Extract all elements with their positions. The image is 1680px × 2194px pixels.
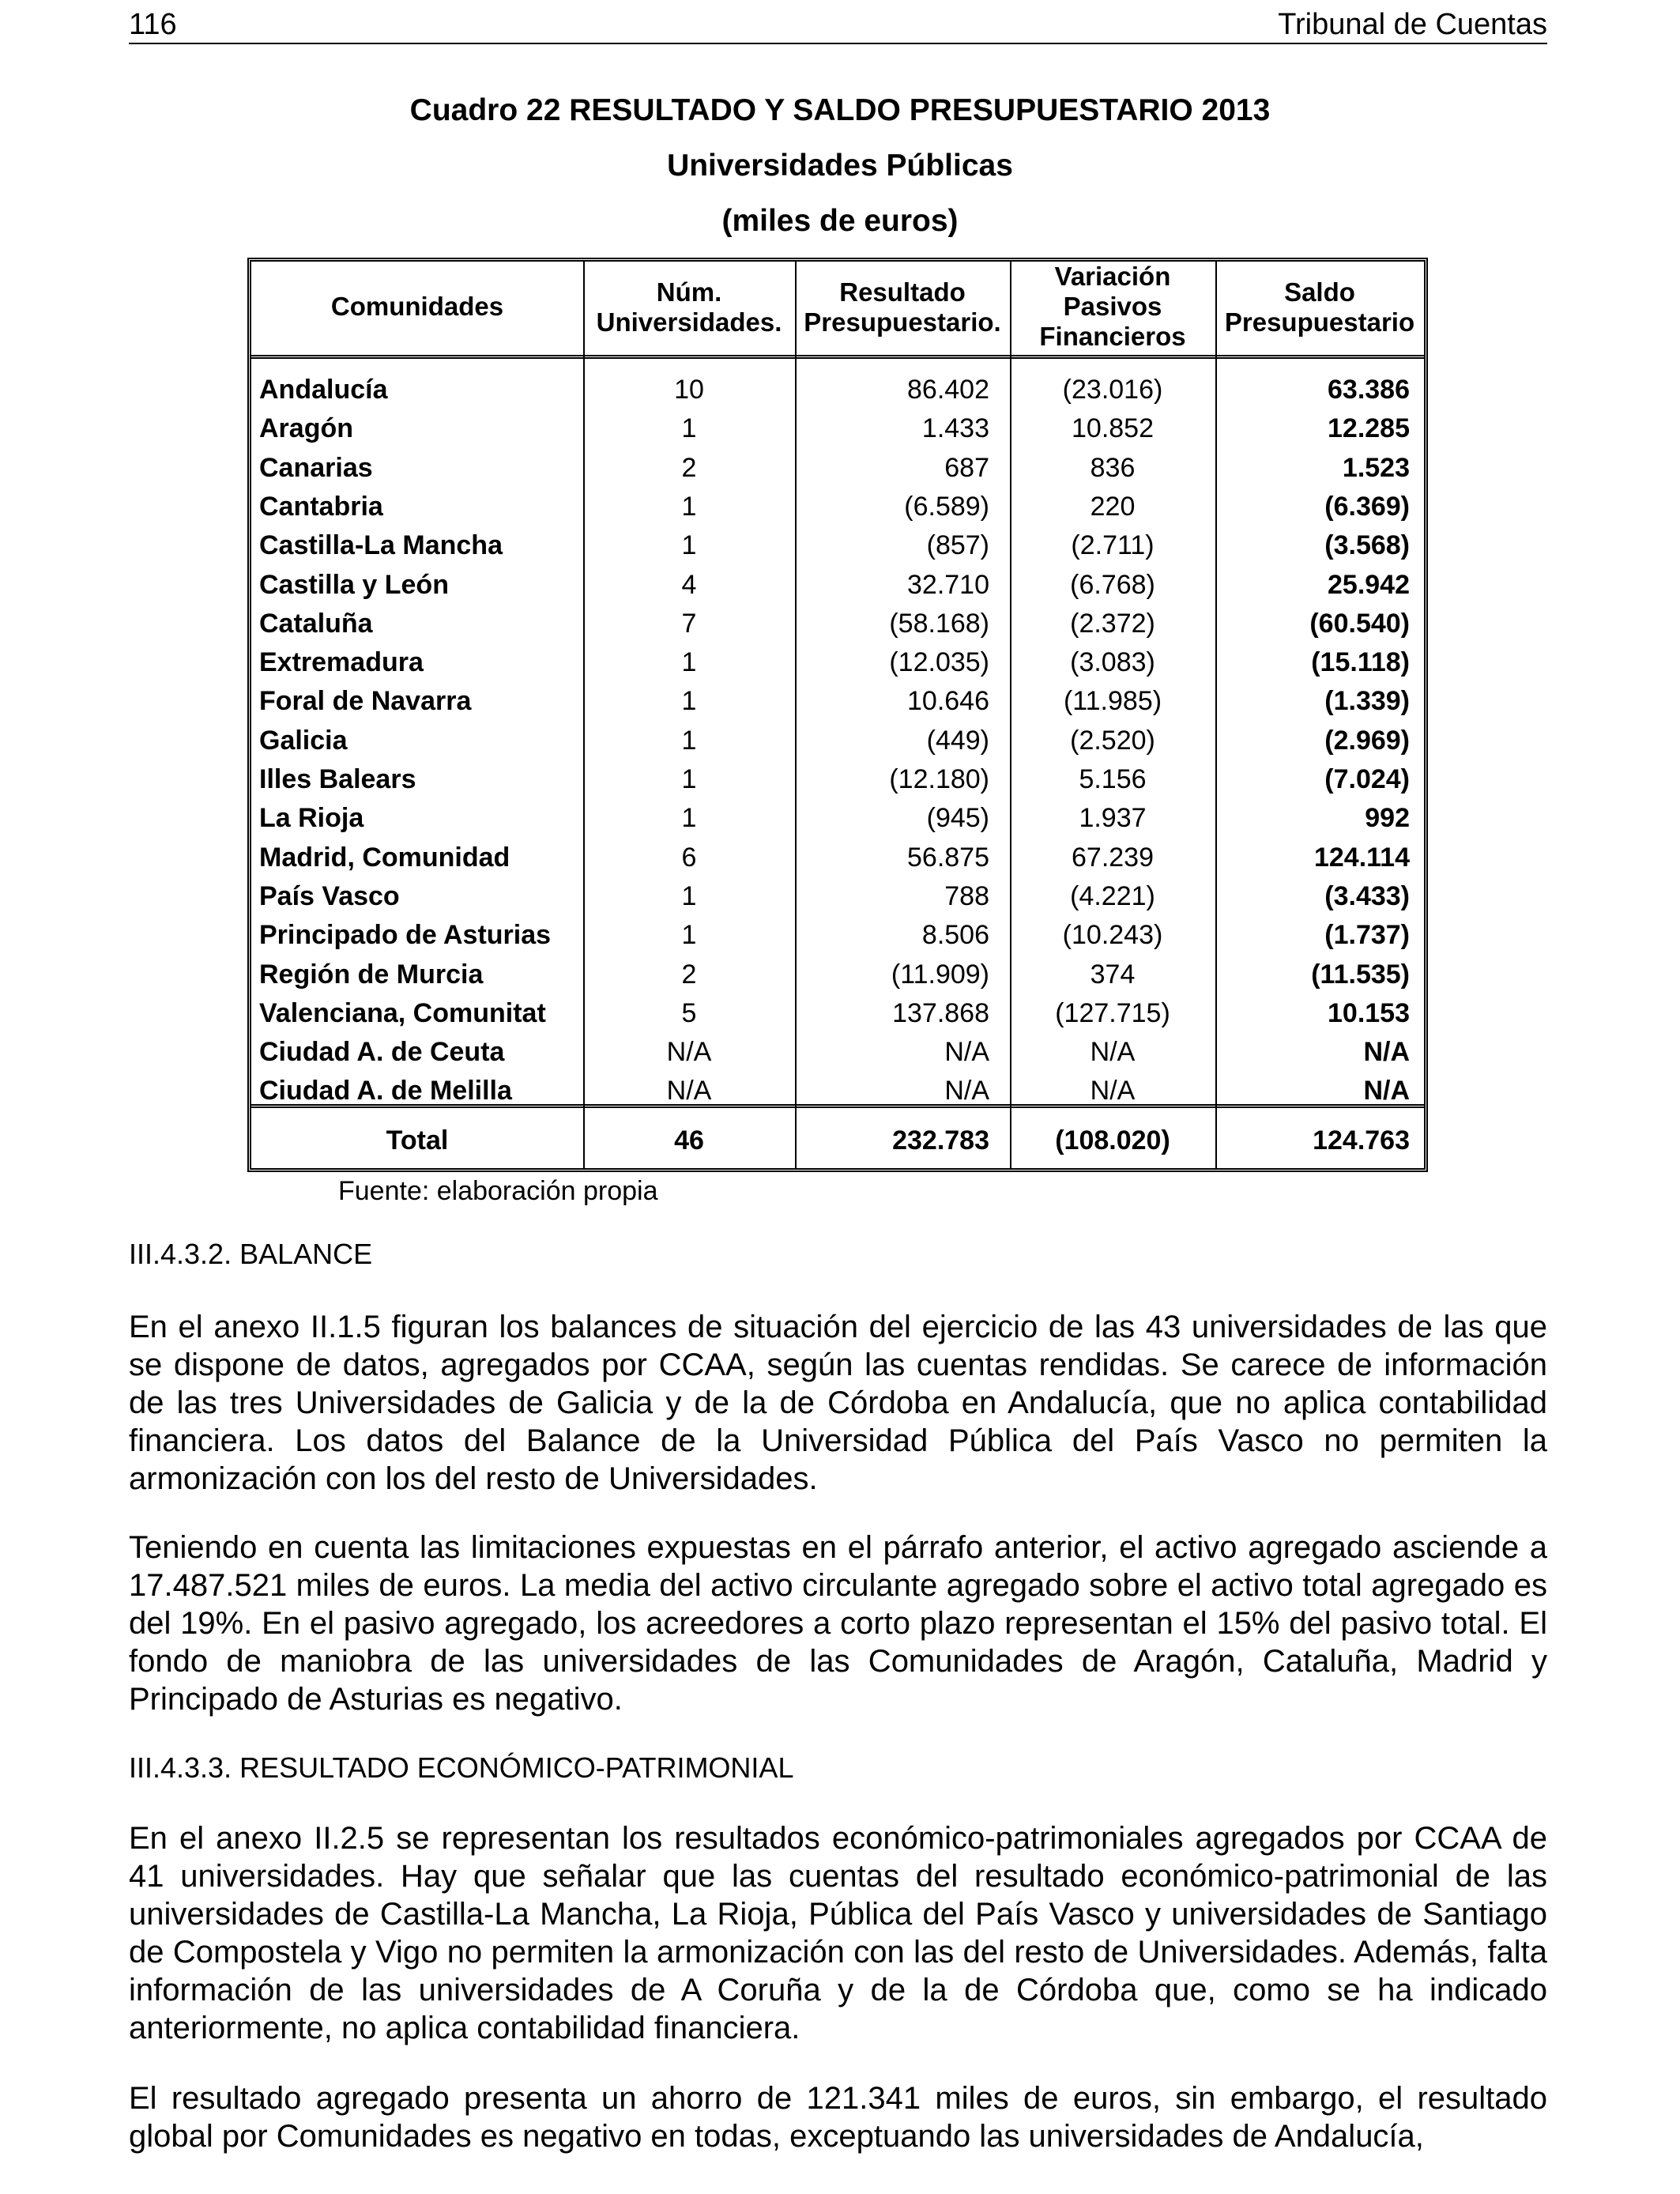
paragraph-balance-1: En el anexo II.1.5 figuran los balances de situación del ejercicio de las 43 universidades de las que se dispone de datos, agregados por CCAA, según las cuentas rendidas. Se carece de información de las tres Universidades de Galicia y de la de Córdoba en Andalucía, que no aplica contabilidad financiera. Los datos del Balance de la Universidad Pública del País Vasco no permiten la armonización con los del resto de Universidades. bbox=[129, 1310, 1547, 1496]
cell-variacion: N/A bbox=[1090, 1076, 1136, 1106]
cell-resultado: 10.646 bbox=[907, 686, 989, 717]
cell-name: Principado de Asturias bbox=[259, 920, 552, 951]
cell-saldo: (2.969) bbox=[1324, 725, 1410, 756]
cell-name: La Rioja bbox=[259, 803, 364, 834]
cell-name: Valenciana, Comunitat bbox=[259, 997, 546, 1028]
header-text: Núm. bbox=[656, 277, 722, 307]
cell-variacion: 1.937 bbox=[1079, 803, 1147, 834]
cell-variacion: (10.243) bbox=[1062, 920, 1163, 951]
header-text: Presupuestario bbox=[1224, 307, 1415, 337]
cell-saldo: (11.535) bbox=[1311, 959, 1410, 990]
cell-resultado: 86.402 bbox=[907, 375, 989, 405]
cell-name: Madrid, Comunidad bbox=[259, 842, 510, 873]
header-variacion bbox=[1010, 262, 1215, 352]
section-heading-resultado: III.4.3.3. RESULTADO ECONÓMICO-PATRIMONIAL bbox=[129, 1751, 794, 1784]
cell-num: 4 bbox=[681, 569, 697, 600]
cell-resultado: (449) bbox=[926, 725, 989, 756]
cell-name: Ciudad A. de Melilla bbox=[259, 1076, 512, 1106]
cell-saldo: (60.540) bbox=[1309, 608, 1410, 639]
cell-saldo: 63.386 bbox=[1328, 375, 1410, 405]
cell-num: 1 bbox=[681, 491, 697, 522]
page-header bbox=[129, 6, 1547, 44]
cell-saldo: (6.369) bbox=[1324, 491, 1410, 522]
cell-num: 1 bbox=[681, 725, 697, 756]
cell-variacion: (4.221) bbox=[1070, 880, 1155, 911]
cell-num: 10 bbox=[674, 375, 704, 405]
cell-saldo: 12.285 bbox=[1328, 413, 1410, 444]
cell-resultado: 137.868 bbox=[892, 997, 989, 1028]
cell-resultado: (6.589) bbox=[904, 491, 989, 522]
cell-resultado: 8.506 bbox=[921, 920, 989, 951]
header-text: Resultado bbox=[839, 277, 966, 307]
total-label: Total bbox=[386, 1125, 449, 1155]
cell-resultado: 56.875 bbox=[907, 842, 989, 873]
cell-num: 1 bbox=[681, 530, 697, 561]
cell-num: 1 bbox=[681, 803, 697, 834]
cell-name: Cataluña bbox=[259, 608, 373, 639]
table-source: Fuente: elaboración propia bbox=[338, 1176, 658, 1206]
cell-num: 2 bbox=[681, 452, 697, 483]
cell-resultado: (12.035) bbox=[889, 647, 989, 678]
cell-variacion: (2.372) bbox=[1070, 608, 1155, 639]
cell-resultado: (58.168) bbox=[889, 608, 989, 639]
cell-num: 5 bbox=[681, 997, 697, 1028]
header-text: Presupuestario. bbox=[804, 307, 1001, 337]
paragraph-balance-2: Teniendo en cuenta las limitaciones expuestas en el párrafo anterior, el activo agregado asciende a 17.487.521 miles de euros. La media del activo circulante agregado sobre el activo total agregado es del 19%. En el pasivo agregado, los acreedores a corto plazo representan el 15% del pasivo total. El fondo de maniobra de las universidades de las Comunidades de Aragón, Cataluña, Madrid y Principado de Asturias es negativo. bbox=[129, 1530, 1547, 1717]
budget-table bbox=[247, 258, 1428, 1172]
total-num: 46 bbox=[674, 1125, 704, 1155]
cell-resultado: N/A bbox=[944, 1076, 989, 1106]
header-resultado bbox=[795, 277, 1010, 337]
cell-name: Cantabria bbox=[259, 491, 383, 522]
cell-saldo: 25.942 bbox=[1328, 569, 1410, 600]
total-variacion: (108.020) bbox=[1055, 1125, 1170, 1155]
total-saldo: 124.763 bbox=[1313, 1125, 1410, 1155]
header-divider bbox=[251, 355, 1424, 359]
cell-saldo: 992 bbox=[1365, 803, 1410, 834]
cell-resultado: 32.710 bbox=[907, 569, 989, 600]
cell-name: Andalucía bbox=[259, 375, 388, 405]
cell-saldo: (3.433) bbox=[1324, 880, 1410, 911]
header-saldo bbox=[1215, 277, 1424, 337]
section-heading-balance: III.4.3.2. BALANCE bbox=[129, 1238, 373, 1270]
cell-saldo: 124.114 bbox=[1313, 842, 1410, 873]
cell-saldo: (1.737) bbox=[1324, 920, 1410, 951]
cell-saldo: N/A bbox=[1363, 1076, 1410, 1106]
cell-name: Extremadura bbox=[259, 647, 424, 678]
cell-name: Illes Balears bbox=[259, 764, 416, 794]
cell-saldo: (15.118) bbox=[1311, 647, 1410, 678]
cell-variacion: 220 bbox=[1090, 491, 1136, 522]
cell-num: 1 bbox=[681, 764, 697, 794]
cell-name: Canarias bbox=[259, 452, 373, 483]
cell-resultado: N/A bbox=[944, 1037, 989, 1068]
cell-resultado: 788 bbox=[944, 880, 989, 911]
header-comunidades: Comunidades bbox=[330, 292, 504, 321]
header-text: Variación bbox=[1054, 262, 1171, 291]
cell-name: Ciudad A. de Ceuta bbox=[259, 1037, 505, 1068]
header-text: Universidades. bbox=[596, 307, 782, 337]
cell-variacion: 5.156 bbox=[1079, 764, 1147, 794]
cell-resultado: 1.433 bbox=[921, 413, 989, 444]
cell-resultado: (945) bbox=[926, 803, 989, 834]
cell-num: 1 bbox=[681, 880, 697, 911]
total-resultado: 232.783 bbox=[892, 1125, 989, 1155]
cell-variacion: (127.715) bbox=[1055, 997, 1170, 1028]
table-subtitle: Universidades Públicas bbox=[667, 149, 1013, 183]
cell-name: Castilla-La Mancha bbox=[259, 530, 503, 561]
cell-name: País Vasco bbox=[259, 880, 400, 911]
table-title: Cuadro 22 RESULTADO Y SALDO PRESUPUESTARIO 2013 bbox=[409, 93, 1271, 127]
cell-num: 6 bbox=[681, 842, 697, 873]
cell-saldo: 1.523 bbox=[1342, 452, 1410, 483]
header-text: Pasivos bbox=[1063, 292, 1162, 321]
cell-resultado: (857) bbox=[926, 530, 989, 561]
cell-variacion: (3.083) bbox=[1070, 647, 1155, 678]
cell-name: Aragón bbox=[259, 413, 353, 444]
cell-num: 1 bbox=[681, 647, 697, 678]
cell-variacion: (6.768) bbox=[1070, 569, 1155, 600]
page-number: 116 bbox=[129, 8, 177, 41]
cell-num: 1 bbox=[681, 413, 697, 444]
cell-name: Foral de Navarra bbox=[259, 686, 472, 717]
paragraph-resultado-2: El resultado agregado presenta un ahorro de 121.341 miles de euros, sin embargo, el resultado global por Comunidades es negativo en todas, exceptuando las universidades de Andalucía, bbox=[129, 2081, 1547, 2154]
cell-name: Castilla y León bbox=[259, 569, 449, 600]
cell-resultado: (12.180) bbox=[889, 764, 989, 794]
paragraph-resultado-1: En el anexo II.2.5 se representan los resultados económico-patrimoniales agregados por CCAA de 41 universidades. Hay que señalar que las cuentas del resultado económico-patrimonial de las universidades de Castilla-La Mancha, La Rioja, Pública del País Vasco y universidades de Santiago de Compostela y Vigo no permiten la armonización con las del resto de Universidades. Además, falta información de las universidades de A Coruña y de la de Córdoba que, como se ha indicado anteriormente, no aplica contabilidad financiera. bbox=[129, 1821, 1547, 2045]
cell-variacion: (11.985) bbox=[1063, 686, 1162, 717]
cell-saldo: (7.024) bbox=[1324, 764, 1410, 794]
header-num-universidades bbox=[583, 277, 795, 337]
cell-resultado: (11.909) bbox=[891, 959, 989, 990]
cell-variacion: (23.016) bbox=[1062, 375, 1163, 405]
header-text: Saldo bbox=[1284, 277, 1355, 307]
cell-resultado: 687 bbox=[944, 452, 989, 483]
cell-saldo: (3.568) bbox=[1324, 530, 1410, 561]
publisher-name: Tribunal de Cuentas bbox=[1278, 8, 1547, 41]
header-text: Financieros bbox=[1039, 322, 1186, 351]
cell-saldo: 10.153 bbox=[1328, 997, 1410, 1028]
cell-num: N/A bbox=[666, 1076, 712, 1106]
cell-variacion: 67.239 bbox=[1072, 842, 1154, 873]
cell-num: 1 bbox=[681, 686, 697, 717]
cell-variacion: N/A bbox=[1090, 1037, 1136, 1068]
cell-num: 1 bbox=[681, 920, 697, 951]
cell-variacion: (2.520) bbox=[1070, 725, 1155, 756]
cell-num: 7 bbox=[681, 608, 697, 639]
cell-variacion: 836 bbox=[1090, 452, 1136, 483]
cell-saldo: N/A bbox=[1363, 1037, 1410, 1068]
cell-num: 2 bbox=[681, 959, 697, 990]
cell-saldo: (1.339) bbox=[1324, 686, 1410, 717]
cell-num: N/A bbox=[666, 1037, 712, 1068]
table-units: (miles de euros) bbox=[721, 204, 959, 238]
cell-variacion: 10.852 bbox=[1072, 413, 1154, 444]
cell-name: Región de Murcia bbox=[259, 959, 484, 990]
cell-variacion: 374 bbox=[1090, 959, 1136, 990]
cell-variacion: (2.711) bbox=[1071, 530, 1155, 561]
cell-name: Galicia bbox=[259, 725, 348, 756]
